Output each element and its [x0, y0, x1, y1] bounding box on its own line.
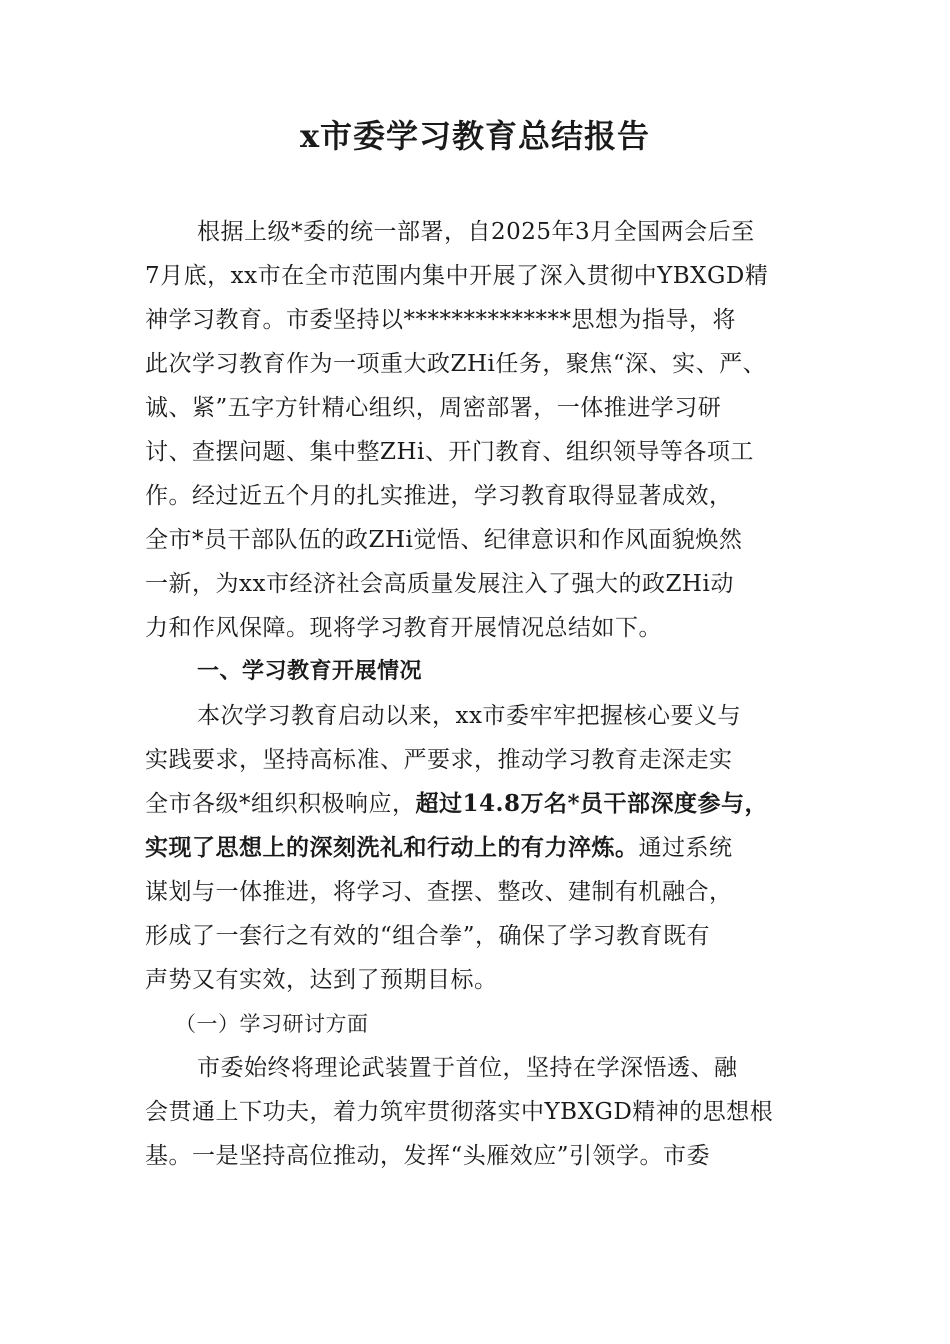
paragraph-line: 市委始终将理论武装置于首位，坚持在学深悟透、融	[197, 1055, 738, 1081]
paragraph-line: 声势又有实效，达到了预期目标。	[145, 967, 498, 993]
bold-text-run: 超过14.8万名*员干部深度参与，	[415, 790, 769, 817]
paragraph-line: 全市*员干部队伍的政ZHi觉悟、纪律意识和作风面貌焕然	[145, 527, 743, 553]
paragraph-line: 作。经过近五个月的扎实推进，学习教育取得显著成效，	[145, 483, 733, 509]
paragraph-line: 力和作风保障。现将学习教育开展情况总结如下。	[145, 615, 662, 641]
paragraph-line: 实践要求，坚持高标准、严要求，推动学习教育走深走实	[145, 747, 733, 773]
paragraph-line: 形成了一套行之有效的“组合拳”，确保了学习教育既有	[145, 923, 711, 949]
paragraph-line: 根据上级*委的统一部署，自2025年3月全国两会后至	[197, 219, 755, 245]
document-body	[145, 210, 835, 1178]
document-title: x市委学习教育总结报告	[299, 117, 651, 155]
paragraph-line: 此次学习教育作为一项重大政ZHi任务，聚焦“深、实、严、	[145, 351, 767, 377]
text-run: 全市各级*组织积极响应，	[145, 791, 416, 817]
paragraph-line: 本次学习教育启动以来，xx市委牢牢把握核心要义与	[197, 703, 741, 729]
paragraph-line: 一新，为xx市经济社会高质量发展注入了强大的政ZHi动	[145, 571, 734, 597]
paragraph-line	[145, 826, 835, 870]
subsection-heading: （一）学习研讨方面	[175, 1012, 369, 1036]
section-heading: 一、学习教育开展情况	[197, 659, 423, 684]
paragraph-line: 会贯通上下功夫，着力筑牢贯彻落实中YBXGD精神的思想根	[145, 1099, 774, 1125]
bold-text-run: 实现了思想上的深刻洗礼和行动上的有力淬炼。	[145, 834, 639, 861]
text-run: 通过系统	[638, 835, 733, 861]
paragraph-line: 7月底，xx市在全市范围内集中开展了深入贯彻中YBXGD精	[145, 263, 769, 289]
paragraph-line	[145, 782, 835, 826]
paragraph-line: 讨、查摆问题、集中整ZHi、开门教育、组织领导等各项工	[145, 439, 754, 465]
paragraph-line: 基。一是坚持高位推动，发挥“头雁效应”引领学。市委	[145, 1143, 711, 1169]
paragraph-line: 诚、紧”五字方针精心组织，周密部署，一体推进学习研	[145, 395, 722, 421]
paragraph-line: 谋划与一体推进，将学习、查摆、整改、建制有机融合，	[145, 879, 733, 905]
paragraph-line: 神学习教育。市委坚持以**************思想为指导，将	[145, 307, 736, 333]
